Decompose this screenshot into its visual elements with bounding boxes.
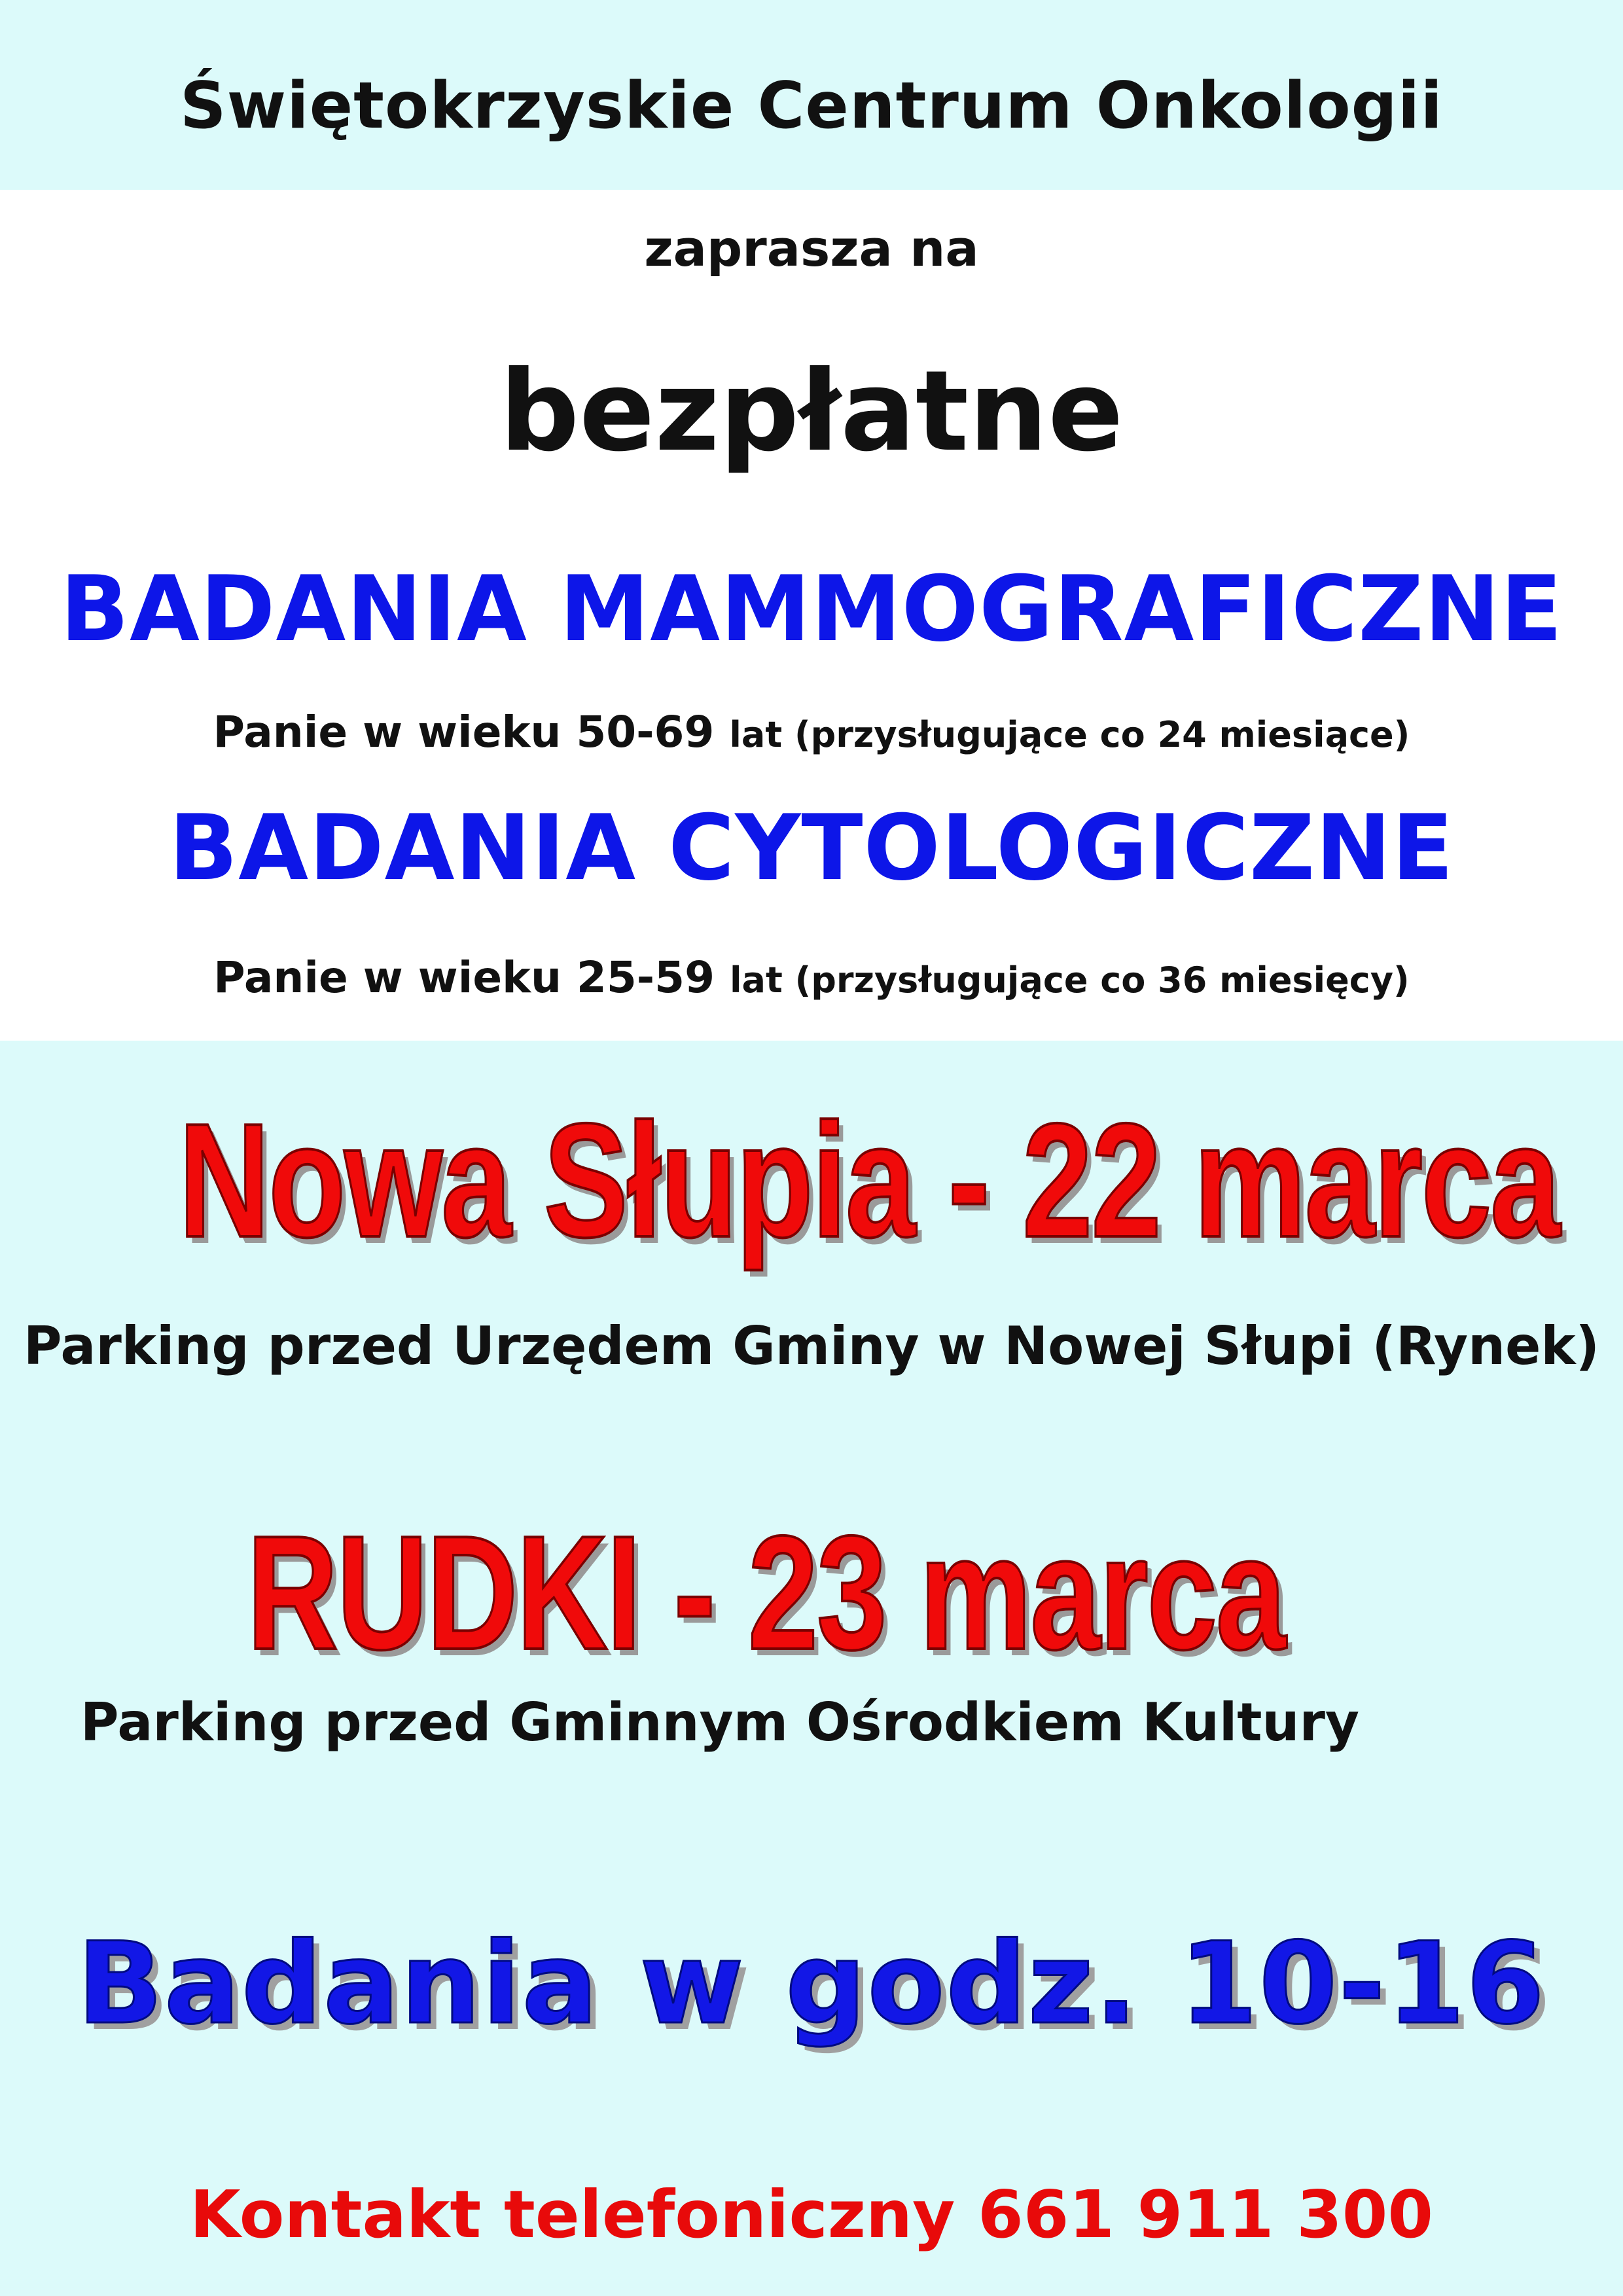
- location-headline-nowa-slupia: Nowa Słupia - 22 marca: [178, 1089, 1560, 1271]
- venue-rudki: Parking przed Gminnym Ośrodkiem Kultury: [80, 1692, 1360, 1753]
- location-headline-rudki: RUDKI - 23 marca: [247, 1501, 1285, 1683]
- exam-title-mammography: BADANIA MAMMOGRAFICZNE: [60, 556, 1563, 662]
- exam-hours: Badania w godz. 10-16: [77, 1918, 1546, 2049]
- interval-note: lat (przysługujące co 36 miesięcy): [730, 960, 1410, 1001]
- contact-phone: Kontakt telefoniczny 661 911 300: [190, 2176, 1433, 2253]
- interval-note: lat (przysługujące co 24 miesiące): [729, 714, 1410, 755]
- venue-nowa-slupia: Parking przed Urzędem Gminy w Nowej Słupi (Rynek): [23, 1316, 1600, 1376]
- exam-eligibility-cytology: [0, 952, 1623, 1003]
- age-range-text: Panie w wieku 25-59: [213, 952, 715, 1003]
- age-range-text: Panie w wieku 50-69: [213, 707, 715, 757]
- exam-title-cytology: BADANIA CYTOLOGICZNE: [169, 795, 1454, 901]
- exam-eligibility-mammography: [0, 707, 1623, 757]
- organization-name: Świętokrzyskie Centrum Onkologii: [180, 69, 1443, 143]
- invite-text: zaprasza na: [644, 219, 979, 278]
- free-label: bezpłatne: [499, 347, 1124, 476]
